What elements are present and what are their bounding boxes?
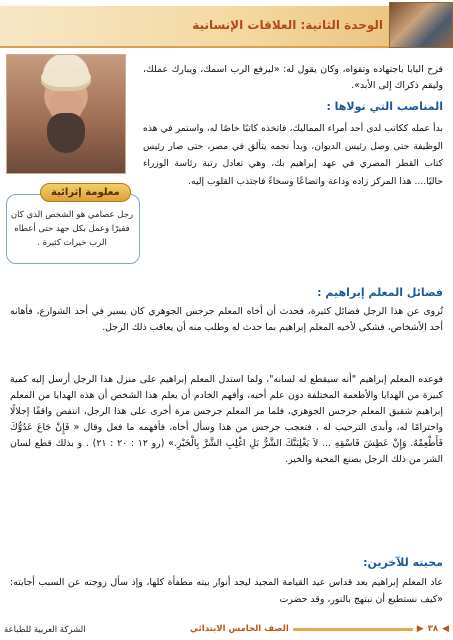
virtues-paragraph-2: فوعده المعلم إبراهيم "أنه سيقطع له لسانه"، ولما استدل المعلم إبراهيم على منزل هذا الرجل أرسل إليه كمية كبيرة من الهدايا والأطعمة المختلفة دون علم أخيه، وأفهم الخادم أن يعلم هذا الشخص أن هذه الهدايا من المعلم إبراهيم شقيق المعلم جرجس الجوهري، فلما مر المعلم جرجس مرة أخرى على هذا الرجل، انتفض واقفًا إجلالًا واحترامًا له، وأبدى الترحيب له ، فتعجب جرجس من هذا وسأل أخاه، فأفهمه ما فعل وقال « فَإِنْ جَاعَ عَدُوُّكَ فَأَطْعِمْهُ. وَإِنْ عَطِشَ فَاسْقِهِ ... لاَ يَغْلِبَنَّكَ الشَّرُّ بَلِ اغْلِبِ الشَّرَّ بِالْخَيْرِ.» (رو ١٢ : ٢٠ : ٢١) . و بذلك قطع لسان الشر من ذلك الرجل بصنع المحبة والخير.	[10, 374, 444, 465]
unit-title: الوحدة الثانية: العلاقات الإنسانية	[192, 18, 383, 32]
section-heading-love: محبته للآخرين:	[363, 556, 443, 569]
page-footer	[0, 622, 453, 640]
beard	[47, 113, 85, 153]
header-image	[389, 2, 453, 48]
footer-divider	[293, 628, 413, 631]
page-number: ٣٨	[427, 624, 439, 634]
love-text: عاد المعلم إبراهيم بعد قداس عيد القيامة المجيد ليجد أنوار بيته مطفأة كلها، وإذ سأل زوجته عن السبب أجابته: «كيف نستطيع أن نبتهج بالنور، وقد حضرت	[10, 577, 443, 605]
unit-header	[0, 6, 453, 48]
section-heading-positions: المناصب التي تولاها :	[326, 100, 443, 113]
footer-book-info	[190, 624, 449, 634]
virtues-paragraph-1: تُروى عن هذا الرجل فضائل كثيرة، فحدث أن أخاه المعلم جرجس الجوهري كان يسير في أحد الشوارع، فأهانه أحد الأشخاص، فشكى لأخيه المعلم إبراهيم بما حدث له وطلب منه أن يعاقب ذلك الرجل.	[10, 306, 443, 334]
arrow-right-icon: ▶	[416, 624, 424, 634]
book-grade: الصف الخامس الابتدائي	[190, 624, 289, 634]
intro-paragraph: فرح البابا باجتهاده وتقواه، وكان يقول له: «ليرفع الرب اسمك، ويبارك عملك، وليقم ذكراك إلى الأبد».	[143, 64, 443, 92]
positions-text: بدأ عمله ككاتب لدى أحد أمراء المماليك، فاتخذه كاتبًا خاصًا له، واستمر في هذه الوظيفة حتى وصل رئيس الديوان، وبدأ نجمه يتألق في مصر، حتى صار رئيس كتاب القطر المصري في عهد إبراهيم بك، وهي تعادل رتبة رئاسة الوزراء حاليًا.... هذا المركز زاده وداعة واتضاعًا وسخاءً فاجتذب القلوب إليه.	[143, 123, 443, 187]
enrichment-badge: معلومة إثرائية	[40, 183, 131, 202]
portrait-image	[6, 54, 126, 174]
section-heading-virtues: فضائل المعلم إبراهيم :	[317, 286, 443, 299]
publisher-name: الشركة العربية للطباعة	[4, 625, 86, 635]
enrichment-text: رجل عصامي هو الشخص الذي كان فقيرًا وعمل بكل جهد حتى أعطاه الرب خيرات كثيرة .	[10, 210, 134, 248]
turban	[41, 65, 91, 91]
arrow-left-icon: ◀	[442, 624, 449, 634]
